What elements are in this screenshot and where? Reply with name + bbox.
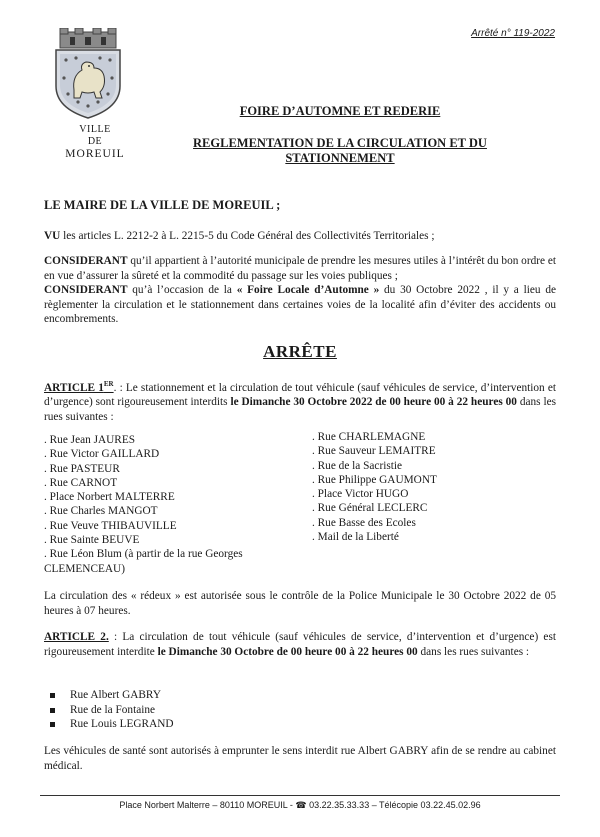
street-item: . Rue CARNOT xyxy=(44,476,118,489)
moreuil-crest-icon xyxy=(48,28,128,120)
street-item: CLEMENCEAU) xyxy=(44,562,125,575)
street-name: Rue Louis LEGRAND xyxy=(70,718,174,730)
considerant-2 xyxy=(44,283,556,327)
street-item: . Rue CHARLEMAGNE xyxy=(312,431,426,443)
street-name: Rue Albert GABRY xyxy=(70,689,162,701)
considerant-1 xyxy=(44,254,556,283)
street-item: . Rue Jean JAURES xyxy=(44,434,135,446)
considerant-2-text-b: du 30 Octobre 2022 , il y a lieu de règlementer la circulation et le stationnement dans certaines voies de la localité afin d’éviter des accidents ou encombrements. xyxy=(44,284,556,325)
article-2-street-list xyxy=(50,688,174,732)
article-2-text-a: La circulation de tout véhicule (sauf véhicules de service, d’intervention et d’urgence) est rigoureusement interdite xyxy=(44,631,556,658)
considerant-2-text-a: qu’à l’occasion de la xyxy=(127,284,237,296)
streets-right-column xyxy=(312,430,437,544)
street-name: Rue de la Fontaine xyxy=(70,703,156,716)
document-title: FOIRE D’AUTOMNE ET REDERIE xyxy=(239,104,441,118)
event-name: « Foire Locale d’Automne » xyxy=(236,284,380,296)
ville-label: VILLE xyxy=(79,124,111,135)
town-name-block xyxy=(60,124,130,160)
article-2-when: le Dimanche 30 Octobre de 00 heure 00 à 22 heures 00 xyxy=(157,645,418,658)
streets-left-column xyxy=(44,433,243,576)
vu-text: les articles L. 2212-2 à L. 2215-5 du Code Général des Collectivités Territoriales ; xyxy=(60,230,435,242)
article-1-sup: ER xyxy=(103,380,114,388)
de-label: DE xyxy=(87,136,103,147)
sante-paragraph: Les véhicules de santé sont autorisés à emprunter le sens interdit rue Albert GABRY afin de se rendre au cabinet médical. xyxy=(44,745,556,772)
street-item: . Mail de la Liberté xyxy=(312,531,399,544)
street-item: . Rue Sainte BEUVE xyxy=(44,534,140,547)
street-item: . Rue Général LECLERC xyxy=(312,502,428,515)
article-1 xyxy=(44,377,556,424)
article-1-label xyxy=(44,382,114,394)
article-1-colon: . : xyxy=(113,381,123,394)
considerant-paragraph xyxy=(44,254,556,327)
street-item: . Rue Sauveur LEMAITRE xyxy=(312,445,436,458)
street-item: . Place Victor HUGO xyxy=(312,488,409,501)
vu-label: VU xyxy=(44,230,61,242)
bullet-icon xyxy=(50,708,55,713)
town-name: MOREUIL xyxy=(65,148,125,160)
considerant-1-label: CONSIDERANT xyxy=(44,255,128,267)
bullet-icon xyxy=(50,722,55,727)
article-1-text-a: Le stationnement et la circulation de tout véhicule (sauf véhicules de service, d’intervention et d’urgence) sont rigoureusement interdits xyxy=(44,381,556,409)
street-item xyxy=(50,717,174,732)
article-1-text-b: dans les rues suivantes : xyxy=(44,396,556,423)
street-item: . Rue Victor GAILLARD xyxy=(44,448,160,461)
article-2-text-b: dans les rues suivantes : xyxy=(417,645,530,658)
footer-divider xyxy=(40,795,560,796)
street-item: . Place Norbert MALTERRE xyxy=(44,491,175,504)
article-1-when: le Dimanche 30 Octobre 2022 de 00 heure 00 à 22 heures 00 xyxy=(230,396,517,409)
article-2-colon: : xyxy=(108,631,118,643)
vu-paragraph xyxy=(44,229,556,244)
footer-address: Place Norbert Malterre – 80110 MOREUIL - ☎ 03.22.35.33.33 – Télécopie 03.22.45.02.96 xyxy=(119,800,481,810)
article-2-label: ARTICLE 2. xyxy=(44,631,109,643)
mayor-heading: LE MAIRE DE LA VILLE DE MOREUIL ; xyxy=(44,198,281,212)
street-item: . Rue de la Sacristie xyxy=(312,459,403,472)
street-item xyxy=(50,703,174,718)
arrete-number: Arrêté n° 119-2022 xyxy=(471,28,555,39)
article-1-label-text: ARTICLE 1 xyxy=(44,381,104,394)
bullet-icon xyxy=(50,693,55,698)
street-item xyxy=(50,688,174,703)
considerant-1-text: qu’il appartient à l’autorité municipale de prendre les mesures utiles à l’intérêt du bon ordre et en vue d’assurer la sûreté et la commodité du passage sur les voies publiques ; xyxy=(44,255,556,282)
street-item: . Rue Veuve THIBAUVILLE xyxy=(44,519,177,532)
considerant-2-label: CONSIDERANT xyxy=(44,284,128,296)
document-subtitle xyxy=(180,136,500,166)
arrete-heading: ARRÊTE xyxy=(263,342,337,361)
street-item: . Rue Philippe GAUMONT xyxy=(312,473,437,486)
street-item: . Rue Léon Blum (à partir de la rue Georges xyxy=(44,548,243,561)
subtitle-line-1: REGLEMENTATION DE LA CIRCULATION ET DU xyxy=(193,136,487,150)
article-2 xyxy=(44,630,556,659)
street-item: . Rue Basse des Ecoles xyxy=(312,516,416,529)
street-item: . Rue PASTEUR xyxy=(44,462,120,475)
street-item: . Rue Charles MANGOT xyxy=(44,505,158,518)
redeux-paragraph: La circulation des « rédeux » est autorisée sous le contrôle de la Police Municipale le 30 Octobre 2022 de 05 heures à 07 heures. xyxy=(44,590,556,617)
subtitle-line-2: STATIONNEMENT xyxy=(285,151,395,165)
